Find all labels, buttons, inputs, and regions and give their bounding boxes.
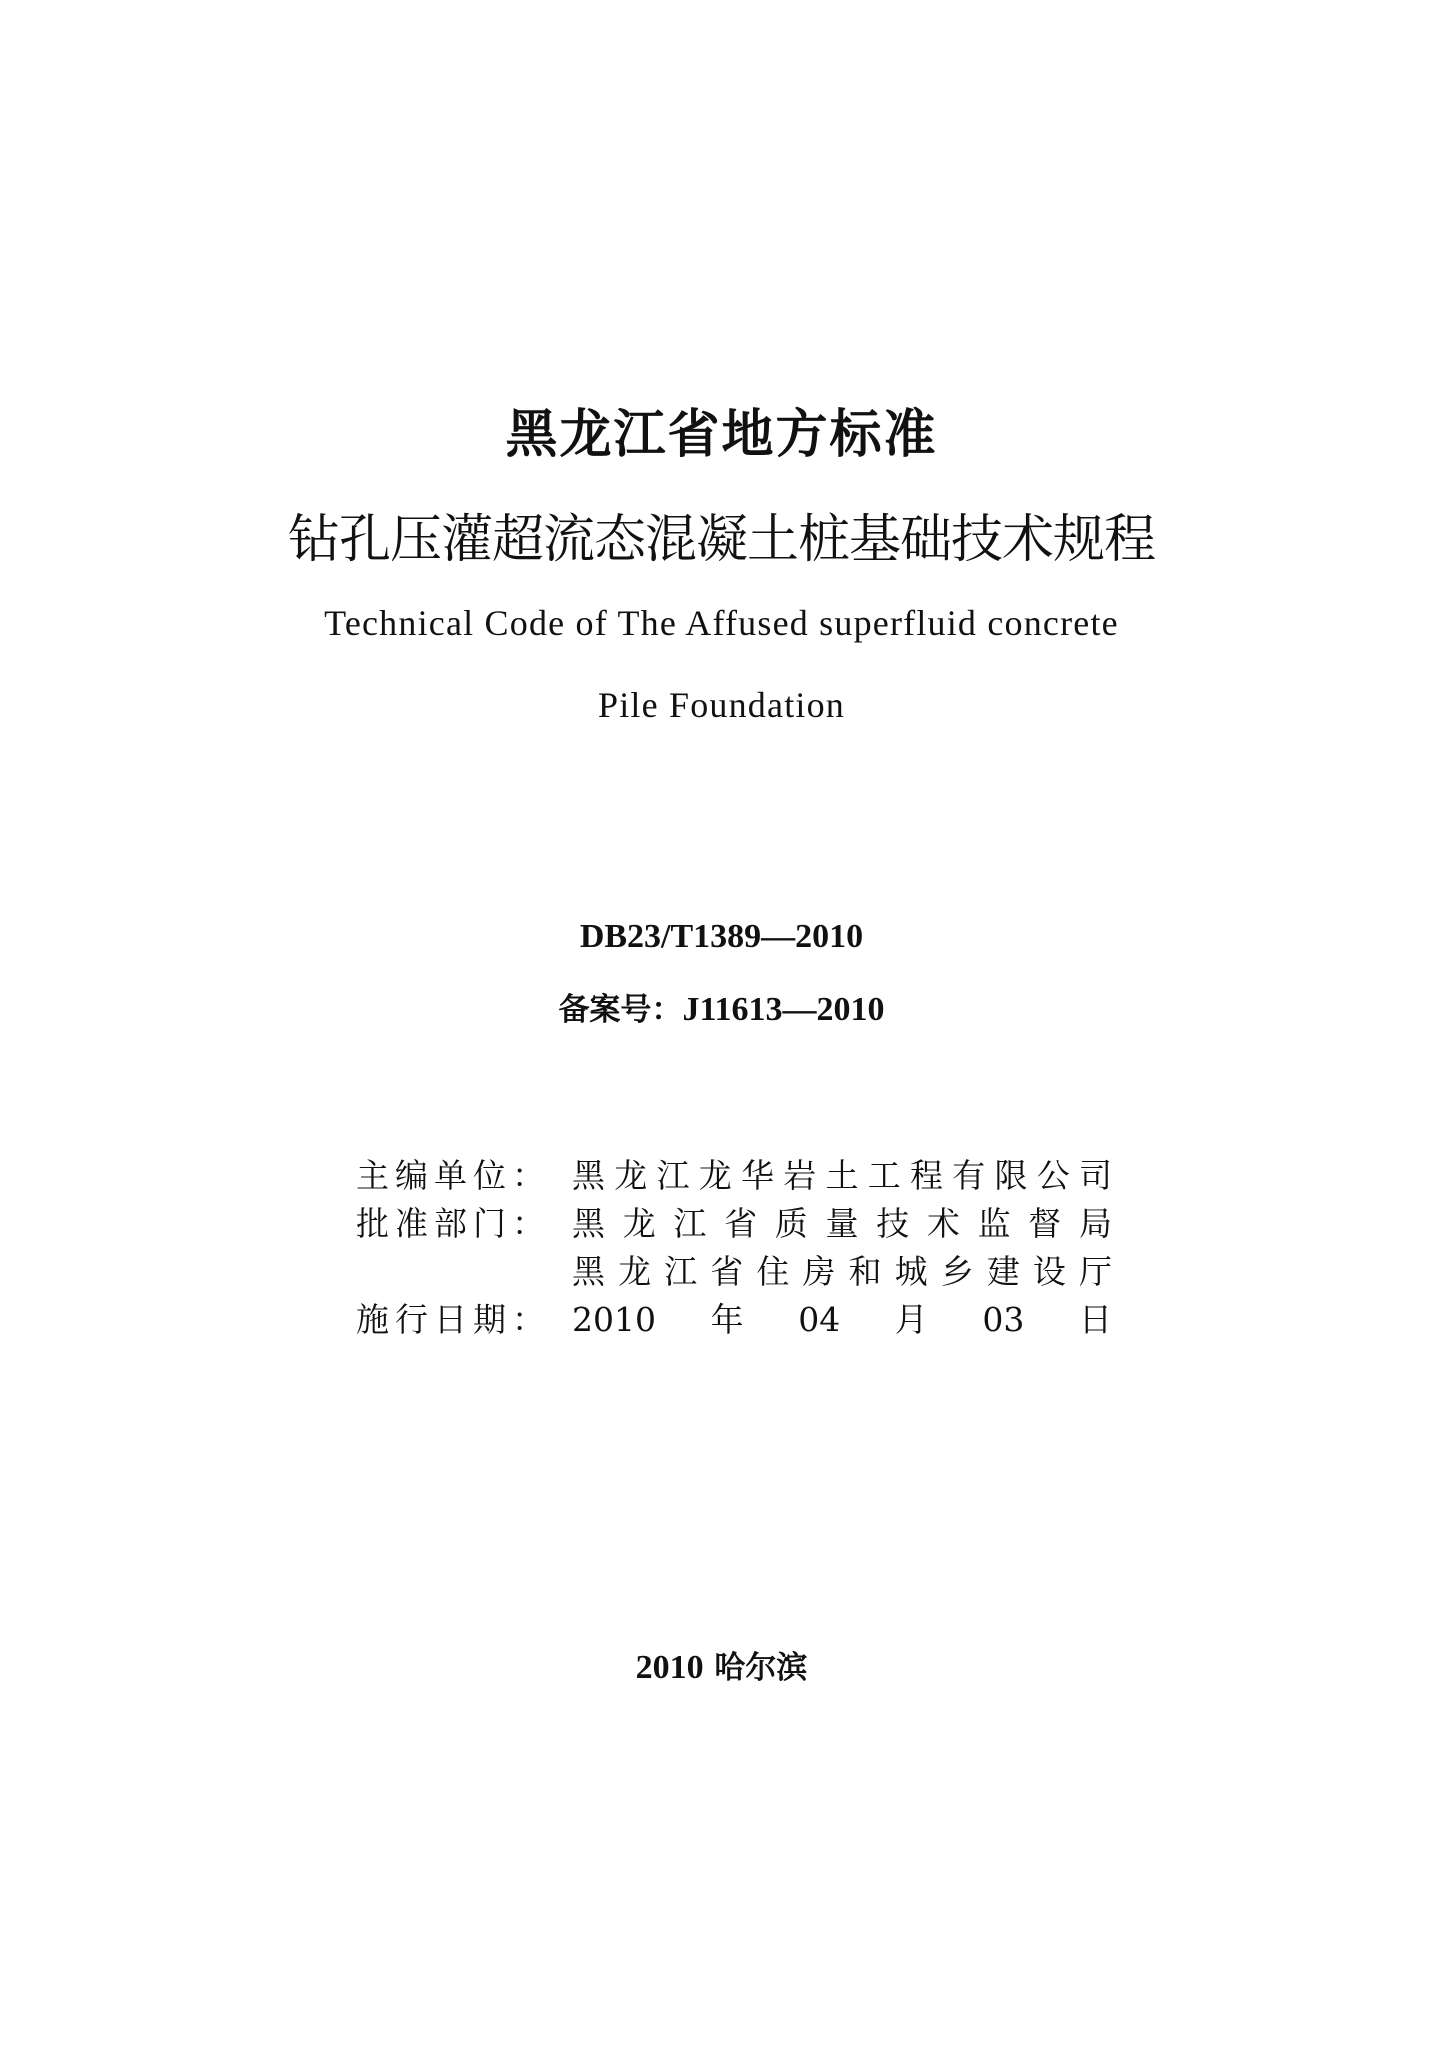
filing-label: 备案号： [558,992,683,1028]
imprint-city: 哈尔滨 [714,1650,808,1686]
title-english-line-1: Technical Code of The Affused superfluid concrete [324,603,1119,643]
date-row [356,1294,1116,1342]
approver-label: 批准部门： [356,1204,551,1243]
editor-value: 黑龙江龙华岩土工程有限公司 [572,1156,1112,1195]
date-label: 施行日期： [356,1300,551,1339]
effective-date: 2010年04月03日 [572,1300,1112,1339]
approver-row [356,1198,1116,1246]
title-english-line-2: Pile Foundation [597,685,845,725]
filing-number: J11613—2010 [682,991,885,1028]
filing-number-line [0,984,1443,1029]
editor-row [356,1150,1116,1198]
standard-number: DB23/T1389—2010 [579,918,864,955]
approver-value-1: 黑龙江省质量技术监督局 [572,1204,1112,1243]
standard-type-heading: 黑龙江省地方标准 [505,405,938,465]
editor-label: 主编单位： [356,1156,551,1195]
imprint-footer [0,1642,1443,1687]
info-block [356,1150,1116,1342]
title-chinese: 钻孔压灌超流态混凝土桩基础技术规程 [287,510,1155,570]
approver-value-2: 黑龙江省住房和城乡建设厅 [572,1252,1112,1291]
imprint-year: 2010 [635,1649,704,1686]
approver-row-2 [356,1246,1116,1294]
